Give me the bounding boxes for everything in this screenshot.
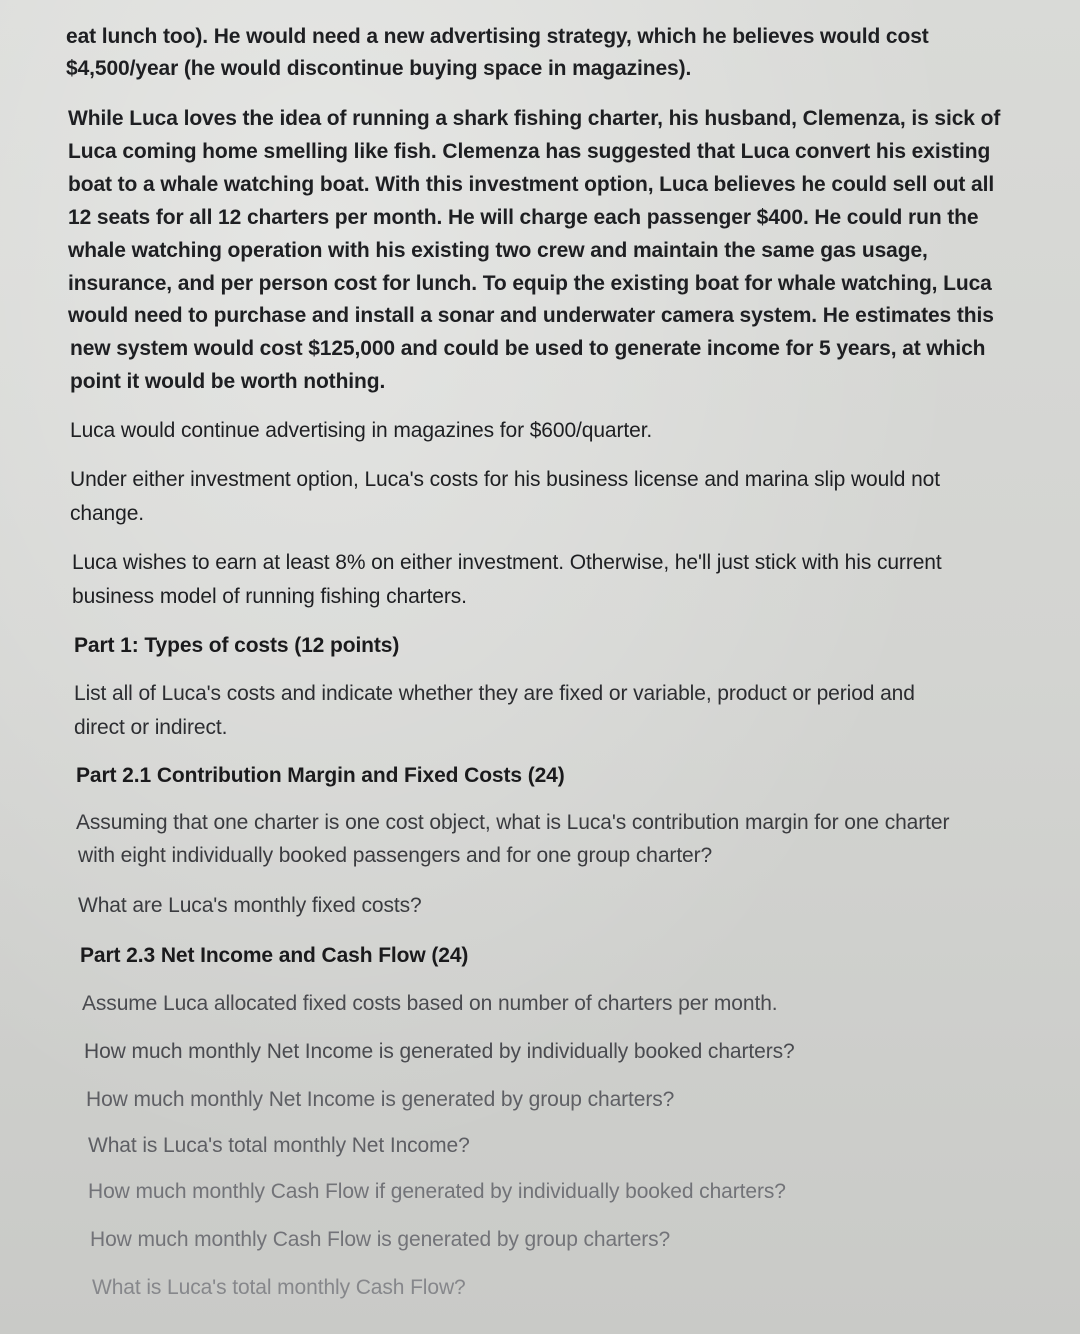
- whale-line-6: insurance, and per person cost for lunch. To equip the existing boat for whale watching, Luca: [68, 272, 992, 295]
- return-line-2: business model of running fishing charters.: [72, 585, 467, 608]
- part23-question-1: How much monthly Net Income is generated by individually booked charters?: [84, 1040, 795, 1063]
- part21-heading: Part 2.1 Contribution Margin and Fixed Costs (24): [76, 764, 565, 787]
- part23-question-4: How much monthly Cash Flow if generated by individually booked charters?: [88, 1180, 786, 1203]
- whale-line-7: would need to purchase and install a sonar and underwater camera system. He estimates this: [68, 304, 994, 327]
- part23-question-6: What is Luca's total monthly Cash Flow?: [92, 1276, 466, 1299]
- part21-question1-line-1: Assuming that one charter is one cost object, what is Luca's contribution margin for one charter: [76, 811, 950, 834]
- part23-heading: Part 2.3 Net Income and Cash Flow (24): [80, 944, 469, 967]
- part21-question1-line-2: with eight individually booked passengers and for one group charter?: [78, 844, 713, 867]
- whale-line-1: While Luca loves the idea of running a shark fishing charter, his husband, Clemenza, is sick of: [68, 107, 1001, 130]
- whale-line-9: point it would be worth nothing.: [70, 370, 386, 393]
- whale-line-2: Luca coming home smelling like fish. Clemenza has suggested that Luca convert his existing: [68, 140, 991, 163]
- part23-question-5: How much monthly Cash Flow is generated by group charters?: [90, 1228, 671, 1251]
- return-line-1: Luca wishes to earn at least 8% on either investment. Otherwise, he'll just stick with his current: [72, 551, 942, 574]
- part23-question-2: How much monthly Net Income is generated by group charters?: [86, 1088, 675, 1111]
- part1-heading: Part 1: Types of costs (12 points): [74, 634, 400, 657]
- whale-line-5: whale watching operation with his existing two crew and maintain the same gas usage,: [68, 239, 928, 262]
- advertising-line: Luca would continue advertising in magazines for $600/quarter.: [70, 419, 653, 442]
- license-line-2: change.: [70, 502, 145, 525]
- part21-question2: What are Luca's monthly fixed costs?: [78, 894, 422, 917]
- whale-line-4: 12 seats for all 12 charters per month. He will charge each passenger $400. He could run the: [68, 206, 979, 229]
- part23-question-3: What is Luca's total monthly Net Income?: [88, 1134, 470, 1157]
- part1-instruction-line-1: List all of Luca's costs and indicate whether they are fixed or variable, product or period and: [74, 682, 915, 705]
- intro-line-1: eat lunch too). He would need a new advertising strategy, which he believes would cost: [66, 25, 929, 48]
- license-line-1: Under either investment option, Luca's costs for his business license and marina slip would not: [70, 468, 940, 491]
- part1-instruction-line-2: direct or indirect.: [74, 716, 228, 739]
- part23-assumption: Assume Luca allocated fixed costs based on number of charters per month.: [82, 992, 778, 1015]
- intro-line-2: $4,500/year (he would discontinue buying space in magazines).: [66, 57, 692, 80]
- whale-line-8: new system would cost $125,000 and could be used to generate income for 5 years, at which: [70, 337, 986, 360]
- whale-line-3: boat to a whale watching boat. With this investment option, Luca believes he could sell out all: [68, 173, 995, 196]
